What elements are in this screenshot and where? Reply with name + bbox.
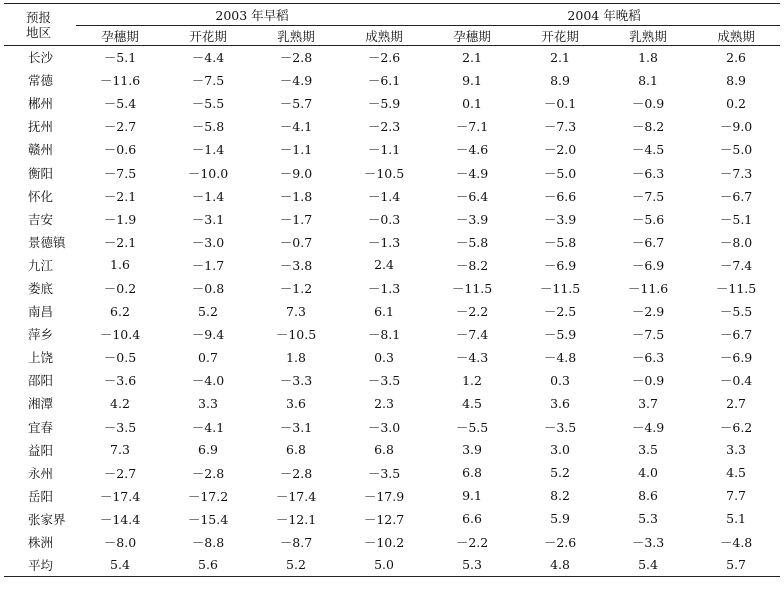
value-cell: 6.8: [286, 442, 306, 458]
value-cell: －6.2: [719, 419, 753, 435]
value-cell: －6.3: [631, 350, 665, 366]
value-cell: －3.3: [631, 535, 665, 551]
value-cell: －8.0: [719, 234, 753, 250]
region-cell: 常德: [28, 73, 54, 89]
table-row: [4, 161, 780, 184]
value-cell: 6.9: [198, 442, 218, 458]
value-cell: 3.9: [462, 442, 482, 458]
value-cell: 4.5: [726, 465, 747, 481]
region-cell: 赣州: [28, 142, 54, 158]
value-cell: －8.2: [631, 119, 665, 135]
region-cell: 湘潭: [28, 396, 54, 412]
value-cell: －5.9: [367, 96, 401, 112]
value-cell: 3.3: [198, 395, 218, 411]
region-cell: 怀化: [28, 188, 54, 204]
value-cell: －9.0: [719, 119, 753, 135]
table-row: [4, 69, 780, 92]
table-body: [4, 46, 780, 577]
table-row: [4, 92, 780, 115]
value-cell: 8.9: [726, 72, 747, 88]
value-cell: －4.5: [631, 142, 665, 158]
value-cell: 5.6: [198, 557, 218, 573]
value-cell: 8.1: [638, 72, 658, 88]
stage-header: 成熟期: [365, 28, 403, 44]
value-cell: －5.8: [191, 119, 225, 135]
value-cell: －0.4: [719, 373, 753, 389]
value-cell: －2.2: [455, 535, 489, 551]
value-cell: －3.0: [367, 419, 401, 435]
value-cell: －17.2: [187, 488, 229, 504]
stage-header: 乳熟期: [277, 28, 315, 44]
value-cell: －3.5: [543, 419, 577, 435]
value-cell: 0.3: [374, 349, 394, 365]
table-row: [4, 207, 780, 230]
value-cell: －1.8: [279, 188, 313, 204]
value-cell: －5.1: [719, 211, 753, 227]
stage-header: 开花期: [541, 28, 579, 44]
value-cell: －1.1: [367, 142, 401, 158]
value-cell: －4.8: [543, 350, 577, 366]
value-cell: －2.1: [103, 234, 137, 250]
stage-header: 孕穗期: [101, 28, 139, 44]
value-cell: －10.0: [187, 165, 229, 181]
region-cell: 宜春: [28, 419, 54, 435]
region-cell: 邵阳: [28, 373, 54, 389]
region-cell: 娄底: [28, 280, 54, 296]
value-cell: －3.1: [191, 211, 225, 227]
value-cell: －4.0: [191, 373, 225, 389]
table-row: [4, 438, 780, 461]
value-cell: －5.6: [631, 211, 665, 227]
value-cell: －1.3: [367, 280, 401, 296]
corner-header: [4, 4, 76, 46]
value-cell: －5.0: [543, 165, 577, 181]
value-cell: －5.8: [543, 234, 577, 250]
value-cell: 3.6: [286, 395, 306, 411]
value-cell: －6.9: [543, 257, 577, 273]
value-cell: －3.5: [367, 465, 401, 481]
table-row: [4, 369, 780, 392]
value-cell: 1.2: [462, 372, 482, 388]
value-cell: 2.1: [462, 49, 482, 65]
value-cell: －7.4: [719, 257, 753, 273]
value-cell: －0.1: [543, 96, 577, 112]
value-cell: －7.5: [103, 165, 137, 181]
value-cell: 1.6: [110, 257, 130, 273]
stage-header: 乳熟期: [629, 28, 667, 44]
value-cell: －2.8: [279, 465, 313, 481]
value-cell: －0.9: [631, 373, 665, 389]
region-cell: 吉安: [28, 211, 54, 227]
value-cell: －11.5: [715, 280, 757, 296]
value-cell: －4.4: [191, 50, 225, 66]
value-cell: －1.4: [191, 188, 225, 204]
value-cell: －2.6: [543, 535, 577, 551]
value-cell: －1.1: [279, 142, 313, 158]
corner-header-line2: 地区: [26, 24, 52, 40]
value-cell: 7.7: [726, 488, 747, 504]
value-cell: －3.8: [279, 257, 313, 273]
value-cell: －8.8: [191, 535, 225, 551]
table-row: [4, 507, 780, 530]
value-cell: 5.2: [550, 465, 570, 481]
value-cell: 7.3: [110, 442, 130, 458]
value-cell: 6.6: [462, 511, 482, 527]
value-cell: 3.6: [550, 395, 570, 411]
value-cell: －5.1: [103, 50, 137, 66]
value-cell: 3.0: [550, 442, 570, 458]
value-cell: －0.7: [279, 234, 313, 250]
value-cell: －3.5: [103, 419, 137, 435]
value-cell: 3.7: [638, 395, 658, 411]
value-cell: －4.9: [455, 165, 489, 181]
value-cell: －8.2: [455, 257, 489, 273]
value-cell: －2.7: [103, 119, 137, 135]
region-cell: 张家界: [28, 511, 66, 527]
stage-header-row: [4, 26, 780, 46]
value-cell: 5.3: [462, 557, 482, 573]
value-cell: －3.3: [279, 373, 313, 389]
value-cell: －11.5: [451, 280, 493, 296]
value-cell: 2.1: [550, 49, 570, 65]
value-cell: －3.9: [543, 211, 577, 227]
value-cell: －4.6: [455, 142, 489, 158]
group-header-2004-late-rice: 2004 年晚稻: [428, 4, 780, 26]
value-cell: －6.7: [631, 234, 665, 250]
value-cell: －5.0: [719, 142, 753, 158]
value-cell: －1.7: [191, 257, 225, 273]
value-cell: －7.4: [455, 327, 489, 343]
value-cell: 0.3: [550, 372, 570, 388]
value-cell: －5.4: [103, 96, 137, 112]
region-cell: 萍乡: [28, 327, 54, 343]
value-cell: 4.5: [462, 395, 482, 411]
value-cell: －9.4: [191, 327, 225, 343]
value-cell: 6.8: [462, 465, 482, 481]
value-cell: 6.8: [374, 442, 394, 458]
region-cell: 株洲: [28, 535, 54, 551]
region-cell: 平均: [28, 557, 54, 573]
value-cell: 8.2: [550, 488, 570, 504]
region-cell: 郴州: [28, 96, 54, 112]
region-cell: 九江: [28, 257, 54, 273]
value-cell: 9.1: [462, 72, 482, 88]
value-cell: －5.8: [455, 234, 489, 250]
table-row: [4, 530, 780, 553]
value-cell: －0.9: [631, 96, 665, 112]
table-row: [4, 323, 780, 346]
group-header-2003-early-rice: 2003 年早稻: [76, 4, 428, 26]
value-cell: －6.3: [631, 165, 665, 181]
value-cell: －2.5: [543, 304, 577, 320]
region-cell: 永州: [28, 465, 54, 481]
value-cell: 5.0: [374, 557, 394, 573]
value-cell: 0.7: [198, 349, 218, 365]
region-cell: 益阳: [28, 442, 54, 458]
table-row: [4, 46, 780, 69]
value-cell: －5.5: [455, 419, 489, 435]
value-cell: －10.4: [99, 327, 141, 343]
value-cell: －2.0: [543, 142, 577, 158]
value-cell: －11.5: [539, 280, 581, 296]
value-cell: －4.8: [719, 535, 753, 551]
value-cell: －1.2: [279, 280, 313, 296]
value-cell: －6.1: [367, 73, 401, 89]
table-row: [4, 138, 780, 161]
value-cell: 6.2: [110, 303, 130, 319]
table-row: [4, 415, 780, 438]
value-cell: －2.3: [367, 119, 401, 135]
value-cell: －3.9: [455, 211, 489, 227]
value-cell: －0.6: [103, 142, 137, 158]
value-cell: －1.9: [103, 211, 137, 227]
value-cell: －2.9: [631, 304, 665, 320]
table-row: [4, 461, 780, 484]
value-cell: －6.7: [719, 327, 753, 343]
value-cell: －7.5: [631, 188, 665, 204]
value-cell: －2.8: [191, 465, 225, 481]
value-cell: －11.6: [627, 280, 669, 296]
value-cell: 7.3: [286, 303, 306, 319]
value-cell: －0.8: [191, 280, 225, 296]
value-cell: －8.0: [103, 535, 137, 551]
table-row: [4, 230, 780, 253]
value-cell: －5.9: [543, 327, 577, 343]
value-cell: －6.9: [719, 350, 753, 366]
table-row: [4, 484, 780, 507]
value-cell: －2.6: [367, 50, 401, 66]
table-row: [4, 346, 780, 369]
value-cell: －0.5: [103, 350, 137, 366]
value-cell: 5.2: [286, 557, 306, 573]
value-cell: 5.9: [550, 511, 570, 527]
stage-header: 开花期: [189, 28, 227, 44]
stage-header: 孕穗期: [453, 28, 491, 44]
table-row: [4, 253, 780, 276]
table-row: [4, 276, 780, 299]
value-cell: －7.1: [455, 119, 489, 135]
value-cell: 2.6: [726, 49, 747, 65]
table-row: [4, 554, 780, 577]
value-cell: 5.7: [726, 557, 747, 573]
value-cell: －2.2: [455, 304, 489, 320]
value-cell: 5.4: [638, 557, 658, 573]
value-cell: 3.5: [638, 442, 658, 458]
value-cell: －5.5: [191, 96, 225, 112]
value-cell: －11.6: [99, 73, 141, 89]
value-cell: －8.7: [279, 535, 313, 551]
value-cell: －7.5: [191, 73, 225, 89]
value-cell: －4.3: [455, 350, 489, 366]
value-cell: －1.4: [191, 142, 225, 158]
table-row: [4, 392, 780, 415]
value-cell: 6.1: [374, 303, 394, 319]
value-cell: －0.3: [367, 211, 401, 227]
value-cell: －4.9: [631, 419, 665, 435]
value-cell: －7.5: [631, 327, 665, 343]
value-cell: －3.5: [367, 373, 401, 389]
region-cell: 长沙: [28, 50, 54, 66]
value-cell: －1.7: [279, 211, 313, 227]
region-cell: 南昌: [28, 304, 54, 320]
value-cell: －4.1: [191, 419, 225, 435]
value-cell: 1.8: [286, 349, 306, 365]
value-cell: 5.3: [638, 511, 658, 527]
value-cell: －7.3: [543, 119, 577, 135]
value-cell: －2.1: [103, 188, 137, 204]
value-cell: －9.0: [279, 165, 313, 181]
value-cell: 4.2: [110, 395, 130, 411]
forecast-error-table: [4, 3, 780, 577]
value-cell: －10.5: [363, 165, 405, 181]
value-cell: 0.2: [726, 95, 747, 111]
value-cell: 5.4: [110, 557, 130, 573]
value-cell: －3.6: [103, 373, 137, 389]
value-cell: 8.6: [638, 488, 658, 504]
value-cell: 1.8: [638, 49, 658, 65]
value-cell: 2.7: [726, 395, 747, 411]
table-row: [4, 184, 780, 207]
value-cell: －10.5: [275, 327, 317, 343]
value-cell: －6.6: [543, 188, 577, 204]
value-cell: 5.1: [726, 511, 747, 527]
stage-header: 成熟期: [717, 28, 755, 44]
table-row: [4, 115, 780, 138]
region-cell: 景德镇: [28, 234, 66, 250]
value-cell: －2.8: [279, 50, 313, 66]
value-cell: 2.3: [374, 395, 394, 411]
value-cell: －1.3: [367, 234, 401, 250]
value-cell: －17.4: [99, 488, 141, 504]
value-cell: －17.9: [363, 488, 405, 504]
value-cell: －5.5: [719, 304, 753, 320]
value-cell: －6.4: [455, 188, 489, 204]
region-cell: 抚州: [28, 119, 54, 135]
value-cell: －10.2: [363, 535, 405, 551]
value-cell: －12.1: [275, 511, 317, 527]
value-cell: 9.1: [462, 488, 482, 504]
value-cell: 3.3: [726, 442, 747, 458]
region-cell: 衡阳: [28, 165, 54, 181]
value-cell: －4.9: [279, 73, 313, 89]
value-cell: 4.8: [550, 557, 570, 573]
value-cell: －6.9: [631, 257, 665, 273]
corner-header-line1: 预报: [26, 9, 52, 25]
value-cell: 5.2: [198, 303, 218, 319]
region-cell: 上饶: [28, 350, 54, 366]
value-cell: －7.3: [719, 165, 753, 181]
value-cell: 8.9: [550, 72, 570, 88]
value-cell: －8.1: [367, 327, 401, 343]
value-cell: －6.7: [719, 188, 753, 204]
value-cell: －0.2: [103, 280, 137, 296]
value-cell: －1.4: [367, 188, 401, 204]
value-cell: －3.0: [191, 234, 225, 250]
value-cell: －15.4: [187, 511, 229, 527]
value-cell: －12.7: [363, 511, 405, 527]
value-cell: －4.1: [279, 119, 313, 135]
value-cell: －17.4: [275, 488, 317, 504]
value-cell: 0.1: [462, 95, 482, 111]
value-cell: －5.7: [279, 96, 313, 112]
region-cell: 岳阳: [28, 488, 54, 504]
value-cell: －3.1: [279, 419, 313, 435]
value-cell: 2.4: [374, 257, 394, 273]
table-row: [4, 300, 780, 323]
value-cell: －2.7: [103, 465, 137, 481]
value-cell: －14.4: [99, 511, 141, 527]
value-cell: 4.0: [638, 465, 658, 481]
